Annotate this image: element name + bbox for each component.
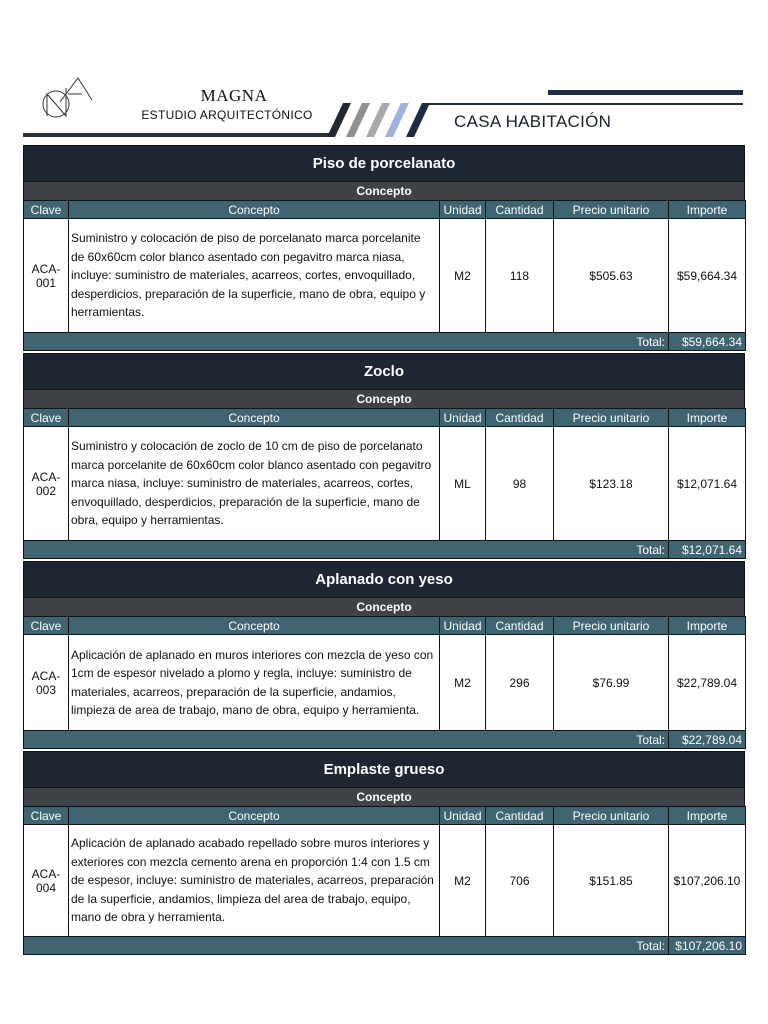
- col-header-importe: Importe: [669, 617, 746, 635]
- cell-importe: $12,071.64: [669, 427, 746, 541]
- cell-concepto: Suministro y colocación de zoclo de 10 cm de piso de porcelanato marca porcelanite de 60x60cm color blanco asentado con pegavitro marca niasa, incluye: suministro de materiales, acarreos, cortes, envoquillado, desperdicios, preparación de la superficie, mano de obra, equipo y herramientas.: [69, 427, 440, 541]
- section-piso-porcelanato: [23, 145, 745, 351]
- total-amount: $107,206.10: [669, 937, 746, 955]
- cell-concepto: Aplicación de aplanado en muros interiores con mezcla de yeso con 1cm de espesor nivelado a plomo y regla, incluye: suministro de materiales, acarreos, preparación de la superficie, andamios, limpieza de area de trabajo, mano de obra, equipo y herramienta.: [69, 635, 440, 731]
- column-header-row: [24, 409, 746, 427]
- total-row: [24, 731, 746, 749]
- col-header-clave: Clave: [24, 201, 69, 219]
- brand-subtitle: ESTUDIO ARQUITECTÓNICO: [141, 108, 313, 122]
- total-amount: $12,071.64: [669, 541, 746, 559]
- cell-cantidad: 118: [486, 219, 554, 333]
- budget-table: [23, 408, 746, 559]
- document-header: [0, 0, 768, 145]
- concept-band: Concepto: [23, 598, 745, 616]
- col-header-concepto: Concepto: [69, 201, 440, 219]
- concept-band: Concepto: [23, 182, 745, 200]
- header-decoration: [0, 0, 768, 145]
- cell-precio-unitario: $151.85: [554, 825, 669, 937]
- col-header-cantidad: Cantidad: [486, 617, 554, 635]
- col-header-concepto: Concepto: [69, 409, 440, 427]
- total-amount: $59,664.34: [669, 333, 746, 351]
- section-emplaste-grueso: [23, 751, 745, 955]
- table-row: [24, 219, 746, 333]
- cell-precio-unitario: $76.99: [554, 635, 669, 731]
- section-title: Piso de porcelanato: [23, 145, 745, 182]
- budget-document: [23, 145, 745, 955]
- col-header-importe: Importe: [669, 409, 746, 427]
- cell-cantidad: 706: [486, 825, 554, 937]
- col-header-precio-unitario: Precio unitario: [554, 807, 669, 825]
- section-title: Emplaste grueso: [23, 751, 745, 788]
- col-header-cantidad: Cantidad: [486, 807, 554, 825]
- total-amount: $22,789.04: [669, 731, 746, 749]
- col-header-unidad: Unidad: [440, 807, 486, 825]
- cell-concepto: Aplicación de aplanado acabado repellado sobre muros interiores y exteriores con mezcla cemento arena en proporción 1:4 con 1.5 cm de espesor, incluye: suministro de materiales, acarreos, preparación de la superficie, andamios, limpieza del area de trabajo, equipo, mano de obra y herramienta.: [69, 825, 440, 937]
- cell-importe: $107,206.10: [669, 825, 746, 937]
- cell-importe: $22,789.04: [669, 635, 746, 731]
- section-aplanado-yeso: [23, 561, 745, 749]
- budget-table: [23, 200, 746, 351]
- cell-clave: ACA-003: [24, 635, 69, 731]
- budget-table: [23, 616, 746, 749]
- brand-name: MAGNA: [200, 86, 268, 105]
- col-header-importe: Importe: [669, 201, 746, 219]
- col-header-precio-unitario: Precio unitario: [554, 201, 669, 219]
- cell-unidad: M2: [440, 825, 486, 937]
- total-label: Total:: [24, 937, 669, 955]
- col-header-clave: Clave: [24, 409, 69, 427]
- cell-cantidad: 98: [486, 427, 554, 541]
- section-title: Zoclo: [23, 353, 745, 390]
- concept-band: Concepto: [23, 788, 745, 806]
- col-header-concepto: Concepto: [69, 807, 440, 825]
- section-zoclo: [23, 353, 745, 559]
- cell-unidad: M2: [440, 219, 486, 333]
- total-row: [24, 333, 746, 351]
- column-header-row: [24, 617, 746, 635]
- cell-precio-unitario: $505.63: [554, 219, 669, 333]
- cell-precio-unitario: $123.18: [554, 427, 669, 541]
- cell-clave: ACA-004: [24, 825, 69, 937]
- col-header-precio-unitario: Precio unitario: [554, 409, 669, 427]
- col-header-unidad: Unidad: [440, 409, 486, 427]
- table-row: [24, 825, 746, 937]
- col-header-importe: Importe: [669, 807, 746, 825]
- col-header-unidad: Unidad: [440, 617, 486, 635]
- col-header-cantidad: Cantidad: [486, 201, 554, 219]
- total-row: [24, 541, 746, 559]
- cell-concepto: Suministro y colocación de piso de porcelanato marca porcelanite de 60x60cm color blanco asentado con pegavitro marca niasa, incluye: suministro de materiales, acarreos, cortes, envoquillado, desperdicios, preparación de la superficie, mano de obra, equipo y herramientas.: [69, 219, 440, 333]
- concept-band: Concepto: [23, 390, 745, 408]
- cell-clave: ACA-002: [24, 427, 69, 541]
- cell-unidad: M2: [440, 635, 486, 731]
- total-label: Total:: [24, 333, 669, 351]
- col-header-concepto: Concepto: [69, 617, 440, 635]
- cell-unidad: ML: [440, 427, 486, 541]
- col-header-clave: Clave: [24, 807, 69, 825]
- table-row: [24, 427, 746, 541]
- budget-table: [23, 806, 746, 955]
- cell-cantidad: 296: [486, 635, 554, 731]
- column-header-row: [24, 807, 746, 825]
- column-header-row: [24, 201, 746, 219]
- cell-clave: ACA-001: [24, 219, 69, 333]
- col-header-clave: Clave: [24, 617, 69, 635]
- col-header-cantidad: Cantidad: [486, 409, 554, 427]
- cell-importe: $59,664.34: [669, 219, 746, 333]
- col-header-precio-unitario: Precio unitario: [554, 617, 669, 635]
- section-title: Aplanado con yeso: [23, 561, 745, 598]
- total-label: Total:: [24, 541, 669, 559]
- total-row: [24, 937, 746, 955]
- col-header-unidad: Unidad: [440, 201, 486, 219]
- total-label: Total:: [24, 731, 669, 749]
- table-row: [24, 635, 746, 731]
- project-title: CASA HABITACIÓN: [454, 112, 612, 131]
